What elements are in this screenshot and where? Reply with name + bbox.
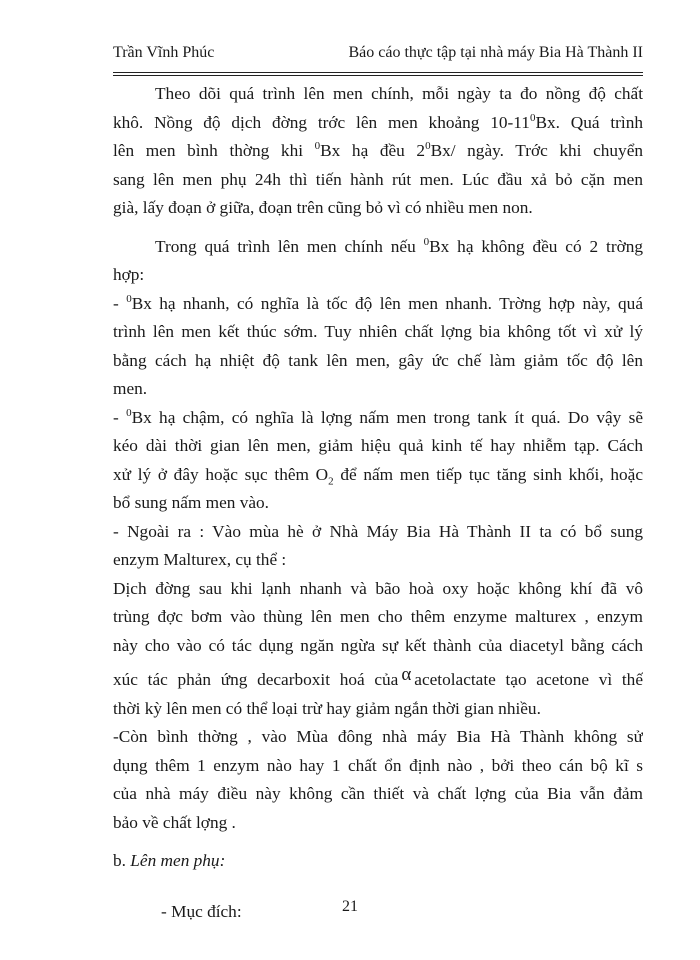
p6-line-5: thời kỳ lên men có thể loại trừ hay giảm ngắn thời gian nhiều. — [113, 698, 541, 718]
p4-line-2: kéo dài thời gian lên men, giảm hiệu quả kinh tế hay nhiễm tạp. Cách — [113, 436, 643, 455]
p4-line-3: xử lý ở đây hoặc sục thêm $O_2$ để nấm men tiếp tục tăng sinh khối, hoặc — [113, 464, 643, 487]
p3-line-3: bằng cách hạ nhiệt độ tank lên men, gây ức chế làm giảm tốc độ lên — [113, 350, 643, 370]
document-body — [113, 80, 643, 926]
p7-line-1: -Còn bình thờng , vào Mùa đông nhà máy Bia Hà Thành không sử — [113, 727, 643, 746]
p1-line-4: sang lên men phụ 24h thì tiến hành rút men. Lúc đầu xả bỏ cặn men — [113, 169, 643, 189]
p2-line-2: hợp: — [113, 265, 145, 284]
header-author: Trần Vĩnh Phúc — [113, 44, 215, 61]
p4-line-4: bổ sung nấm men vào. — [113, 493, 269, 512]
p5-line-2: enzym Malturex, cụ thể : — [113, 550, 287, 569]
header-rule-bottom — [113, 75, 643, 76]
p6-line-1: Dịch đờng sau khi lạnh nhanh và bão hoà oxy hoặc không khí đã vô — [113, 578, 643, 598]
page-number: 21 — [342, 898, 358, 915]
p3-line-1: - $^0$Bx hạ nhanh, có nghĩa là tốc độ lên men nhanh. Trờng hợp này, quá — [113, 292, 643, 313]
p5-line-1: - Ngoài ra : Vào mùa hè ở Nhà Máy Bia Hà Thành II ta có bổ sung — [113, 521, 643, 541]
purpose-heading: - Mục đích: — [161, 901, 242, 921]
header-report-title: Báo cáo thực tập tại nhà máy Bia Hà Thành II — [348, 44, 643, 61]
p1-line-1: Theo dõi quá trình lên men chính, mỗi ngày ta đo nồng độ chất — [155, 84, 643, 103]
p7-line-2: dụng thêm 1 enzym nào hay 1 chất ổn định nào , bởi theo cán bộ kĩ s — [113, 755, 643, 775]
p7-line-4: bảo về chất lợng . — [113, 812, 236, 832]
p4-line-1: - $^0$Bx hạ chậm, có nghĩa là lợng nấm men trong tank ít quá. Do vậy sẽ — [113, 406, 643, 427]
p6-line-2: trùng đợc bơm vào thùng lên men cho thêm enzyme malturex , enzym — [113, 607, 643, 626]
p2-line-1: Trong quá trình lên men chính nếu $^0$Bx hạ không đều có 2 trờng — [155, 235, 643, 256]
section-b-title: Lên men phụ: — [130, 851, 226, 870]
page-header — [113, 38, 643, 68]
p1-line-3: lên men bình thờng khi $^0$Bx hạ đều $2^0Bx/$ ngày. Trớc khi chuyển — [113, 140, 643, 160]
alpha-symbol: α — [401, 666, 412, 685]
p1-line-2: khô. Nồng độ dịch đờng trớc lên men khoảng $10-11^0Bx$. Quá trình — [113, 111, 643, 132]
p1-line-5: già, lấy đoạn ở giữa, đoạn trên cũng bỏ vì có nhiều men non. — [113, 198, 533, 217]
p3-line-4: men. — [113, 379, 148, 398]
section-b-label: b. — [113, 851, 126, 870]
p3-line-2: trình lên men kết thúc sớm. Tuy nhiên chất lợng bia không tốt vì xử lý — [113, 322, 643, 341]
p7-line-3: của nhà máy điều này không cần thiết và chất lợng của Bia vẫn đảm — [113, 784, 643, 803]
header-rule-top — [113, 72, 643, 73]
section-b-heading — [113, 847, 643, 876]
p6-line-4: xúc tác phản ứng decarboxit hoá của α acetolactate tạo acetone vì thế — [113, 666, 643, 689]
p6-line-3: này cho vào có tác dụng ngăn ngừa sự kết thành của diacetyl bằng cách — [113, 635, 643, 655]
